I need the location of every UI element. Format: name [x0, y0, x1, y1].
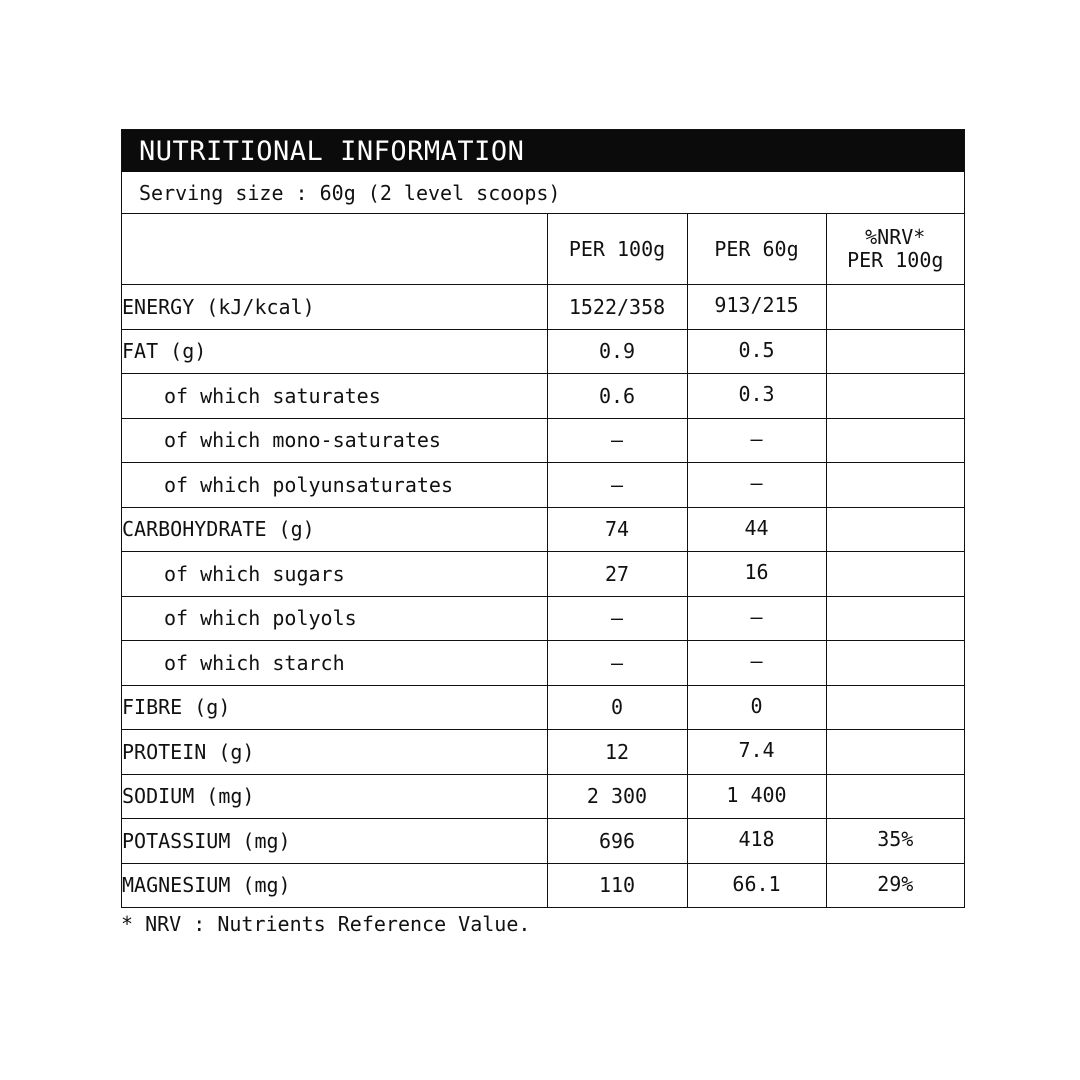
value-per-100g: 12: [547, 730, 687, 775]
value-per-60g: 16: [687, 552, 826, 597]
nutrient-name: of which saturates: [122, 374, 547, 419]
header-per-100g: PER 100g: [547, 214, 687, 285]
header-nrv: [826, 214, 964, 285]
value-nrv: [826, 730, 964, 775]
value-per-60g: 0.5: [687, 329, 826, 374]
value-per-60g: 44: [687, 507, 826, 552]
value-per-60g: 913/215: [687, 285, 826, 330]
table-row: [122, 685, 964, 730]
table-row: [122, 730, 964, 775]
table-row: [122, 418, 964, 463]
value-nrv: [826, 552, 964, 597]
nutrient-name: of which starch: [122, 641, 547, 686]
nutrient-name: PROTEIN (g): [122, 730, 547, 775]
table-row: [122, 463, 964, 508]
serving-size: Serving size : 60g (2 level scoops): [122, 172, 964, 214]
value-per-100g: –: [547, 463, 687, 508]
nutrition-table: [122, 214, 964, 907]
value-per-60g: 66.1: [687, 863, 826, 907]
value-per-60g: 1 400: [687, 774, 826, 819]
nutrition-panel: [121, 129, 965, 908]
value-per-60g: 7.4: [687, 730, 826, 775]
nutrient-name: POTASSIUM (mg): [122, 819, 547, 864]
value-per-100g: 1522/358: [547, 285, 687, 330]
header-row: [122, 214, 964, 285]
value-nrv: [826, 774, 964, 819]
table-row: [122, 507, 964, 552]
table-row: [122, 863, 964, 907]
header-per-60g: PER 60g: [687, 214, 826, 285]
nutrient-name: FAT (g): [122, 329, 547, 374]
value-nrv: [826, 507, 964, 552]
value-nrv: [826, 329, 964, 374]
value-per-60g: –: [687, 463, 826, 508]
value-per-60g: –: [687, 418, 826, 463]
value-per-100g: –: [547, 596, 687, 641]
value-nrv: [826, 641, 964, 686]
value-per-100g: 110: [547, 863, 687, 907]
value-nrv: [826, 374, 964, 419]
value-per-60g: 0.3: [687, 374, 826, 419]
header-nrv-line2: PER 100g: [847, 248, 944, 272]
footnote: * NRV : Nutrients Reference Value.: [121, 912, 531, 936]
value-nrv: [826, 596, 964, 641]
nutrient-name: of which mono-saturates: [122, 418, 547, 463]
header-nutrient: [122, 214, 547, 285]
table-row: [122, 374, 964, 419]
value-nrv: [826, 285, 964, 330]
value-per-60g: –: [687, 596, 826, 641]
value-per-60g: 418: [687, 819, 826, 864]
value-per-100g: –: [547, 418, 687, 463]
value-nrv: 35%: [826, 819, 964, 864]
value-per-100g: 74: [547, 507, 687, 552]
value-nrv: [826, 463, 964, 508]
value-per-60g: –: [687, 641, 826, 686]
table-row: [122, 596, 964, 641]
table-row: [122, 329, 964, 374]
nutrient-name: CARBOHYDRATE (g): [122, 507, 547, 552]
nutrient-name: of which sugars: [122, 552, 547, 597]
nutrient-name: ENERGY (kJ/kcal): [122, 285, 547, 330]
nutrient-name: FIBRE (g): [122, 685, 547, 730]
table-row: [122, 774, 964, 819]
nutrient-name: MAGNESIUM (mg): [122, 863, 547, 907]
value-per-100g: 27: [547, 552, 687, 597]
header-nrv-line1: %NRV*: [865, 225, 926, 249]
value-nrv: 29%: [826, 863, 964, 907]
value-per-100g: 696: [547, 819, 687, 864]
nutrient-name: SODIUM (mg): [122, 774, 547, 819]
nutrient-name: of which polyols: [122, 596, 547, 641]
panel-title: NUTRITIONAL INFORMATION: [122, 130, 964, 172]
nutrient-name: of which polyunsaturates: [122, 463, 547, 508]
table-row: [122, 285, 964, 330]
value-per-60g: 0: [687, 685, 826, 730]
value-per-100g: 0.6: [547, 374, 687, 419]
value-nrv: [826, 685, 964, 730]
value-per-100g: –: [547, 641, 687, 686]
value-nrv: [826, 418, 964, 463]
value-per-100g: 0.9: [547, 329, 687, 374]
table-row: [122, 641, 964, 686]
table-row: [122, 552, 964, 597]
value-per-100g: 2 300: [547, 774, 687, 819]
table-row: [122, 819, 964, 864]
value-per-100g: 0: [547, 685, 687, 730]
